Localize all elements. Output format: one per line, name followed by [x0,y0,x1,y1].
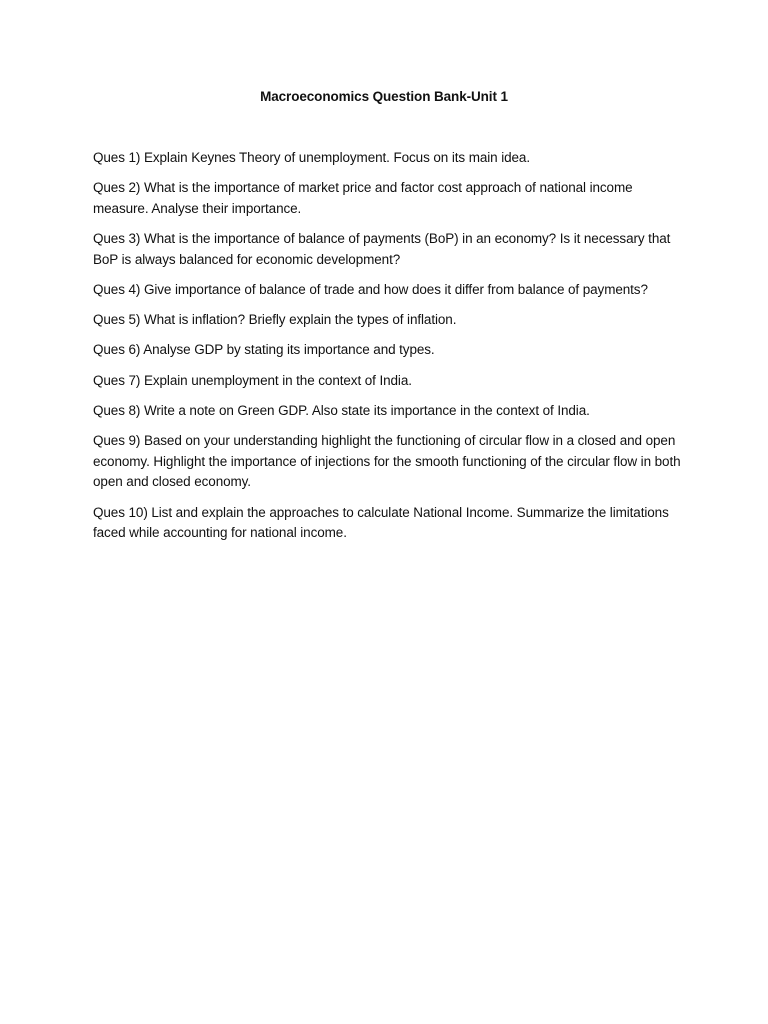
question-3: Ques 3) What is the importance of balance of payments (BoP) in an economy? Is it necessary that BoP is always balanced for economic development? [93,231,671,267]
question-8: Ques 8) Write a note on Green GDP. Also state its importance in the context of India. [93,403,590,419]
document-title: Macroeconomics Question Bank-Unit 1 [260,89,508,104]
question-6: Ques 6) Analyse GDP by stating its importance and types. [93,342,435,358]
question-5: Ques 5) What is inflation? Briefly explain the types of inflation. [93,312,457,328]
question-4: Ques 4) Give importance of balance of trade and how does it differ from balance of payments? [93,281,648,297]
question-7: Ques 7) Explain unemployment in the context of India. [93,372,412,388]
question-10: Ques 10) List and explain the approaches to calculate National Income. Summarize the limitations faced while accounting for national income. [93,504,669,541]
question-9: Ques 9) Based on your understanding highlight the functioning of circular flow in a closed and open economy. Highlight the importance of injections for the smooth functioning of the circular flow in both open and closed economy. [93,433,681,490]
question-2: Ques 2) What is the importance of market price and factor cost approach of national income measure. Analyse their importance. [93,180,633,216]
question-list [93,148,683,553]
question-1: Ques 1) Explain Keynes Theory of unemployment. Focus on its main idea. [93,150,530,165]
